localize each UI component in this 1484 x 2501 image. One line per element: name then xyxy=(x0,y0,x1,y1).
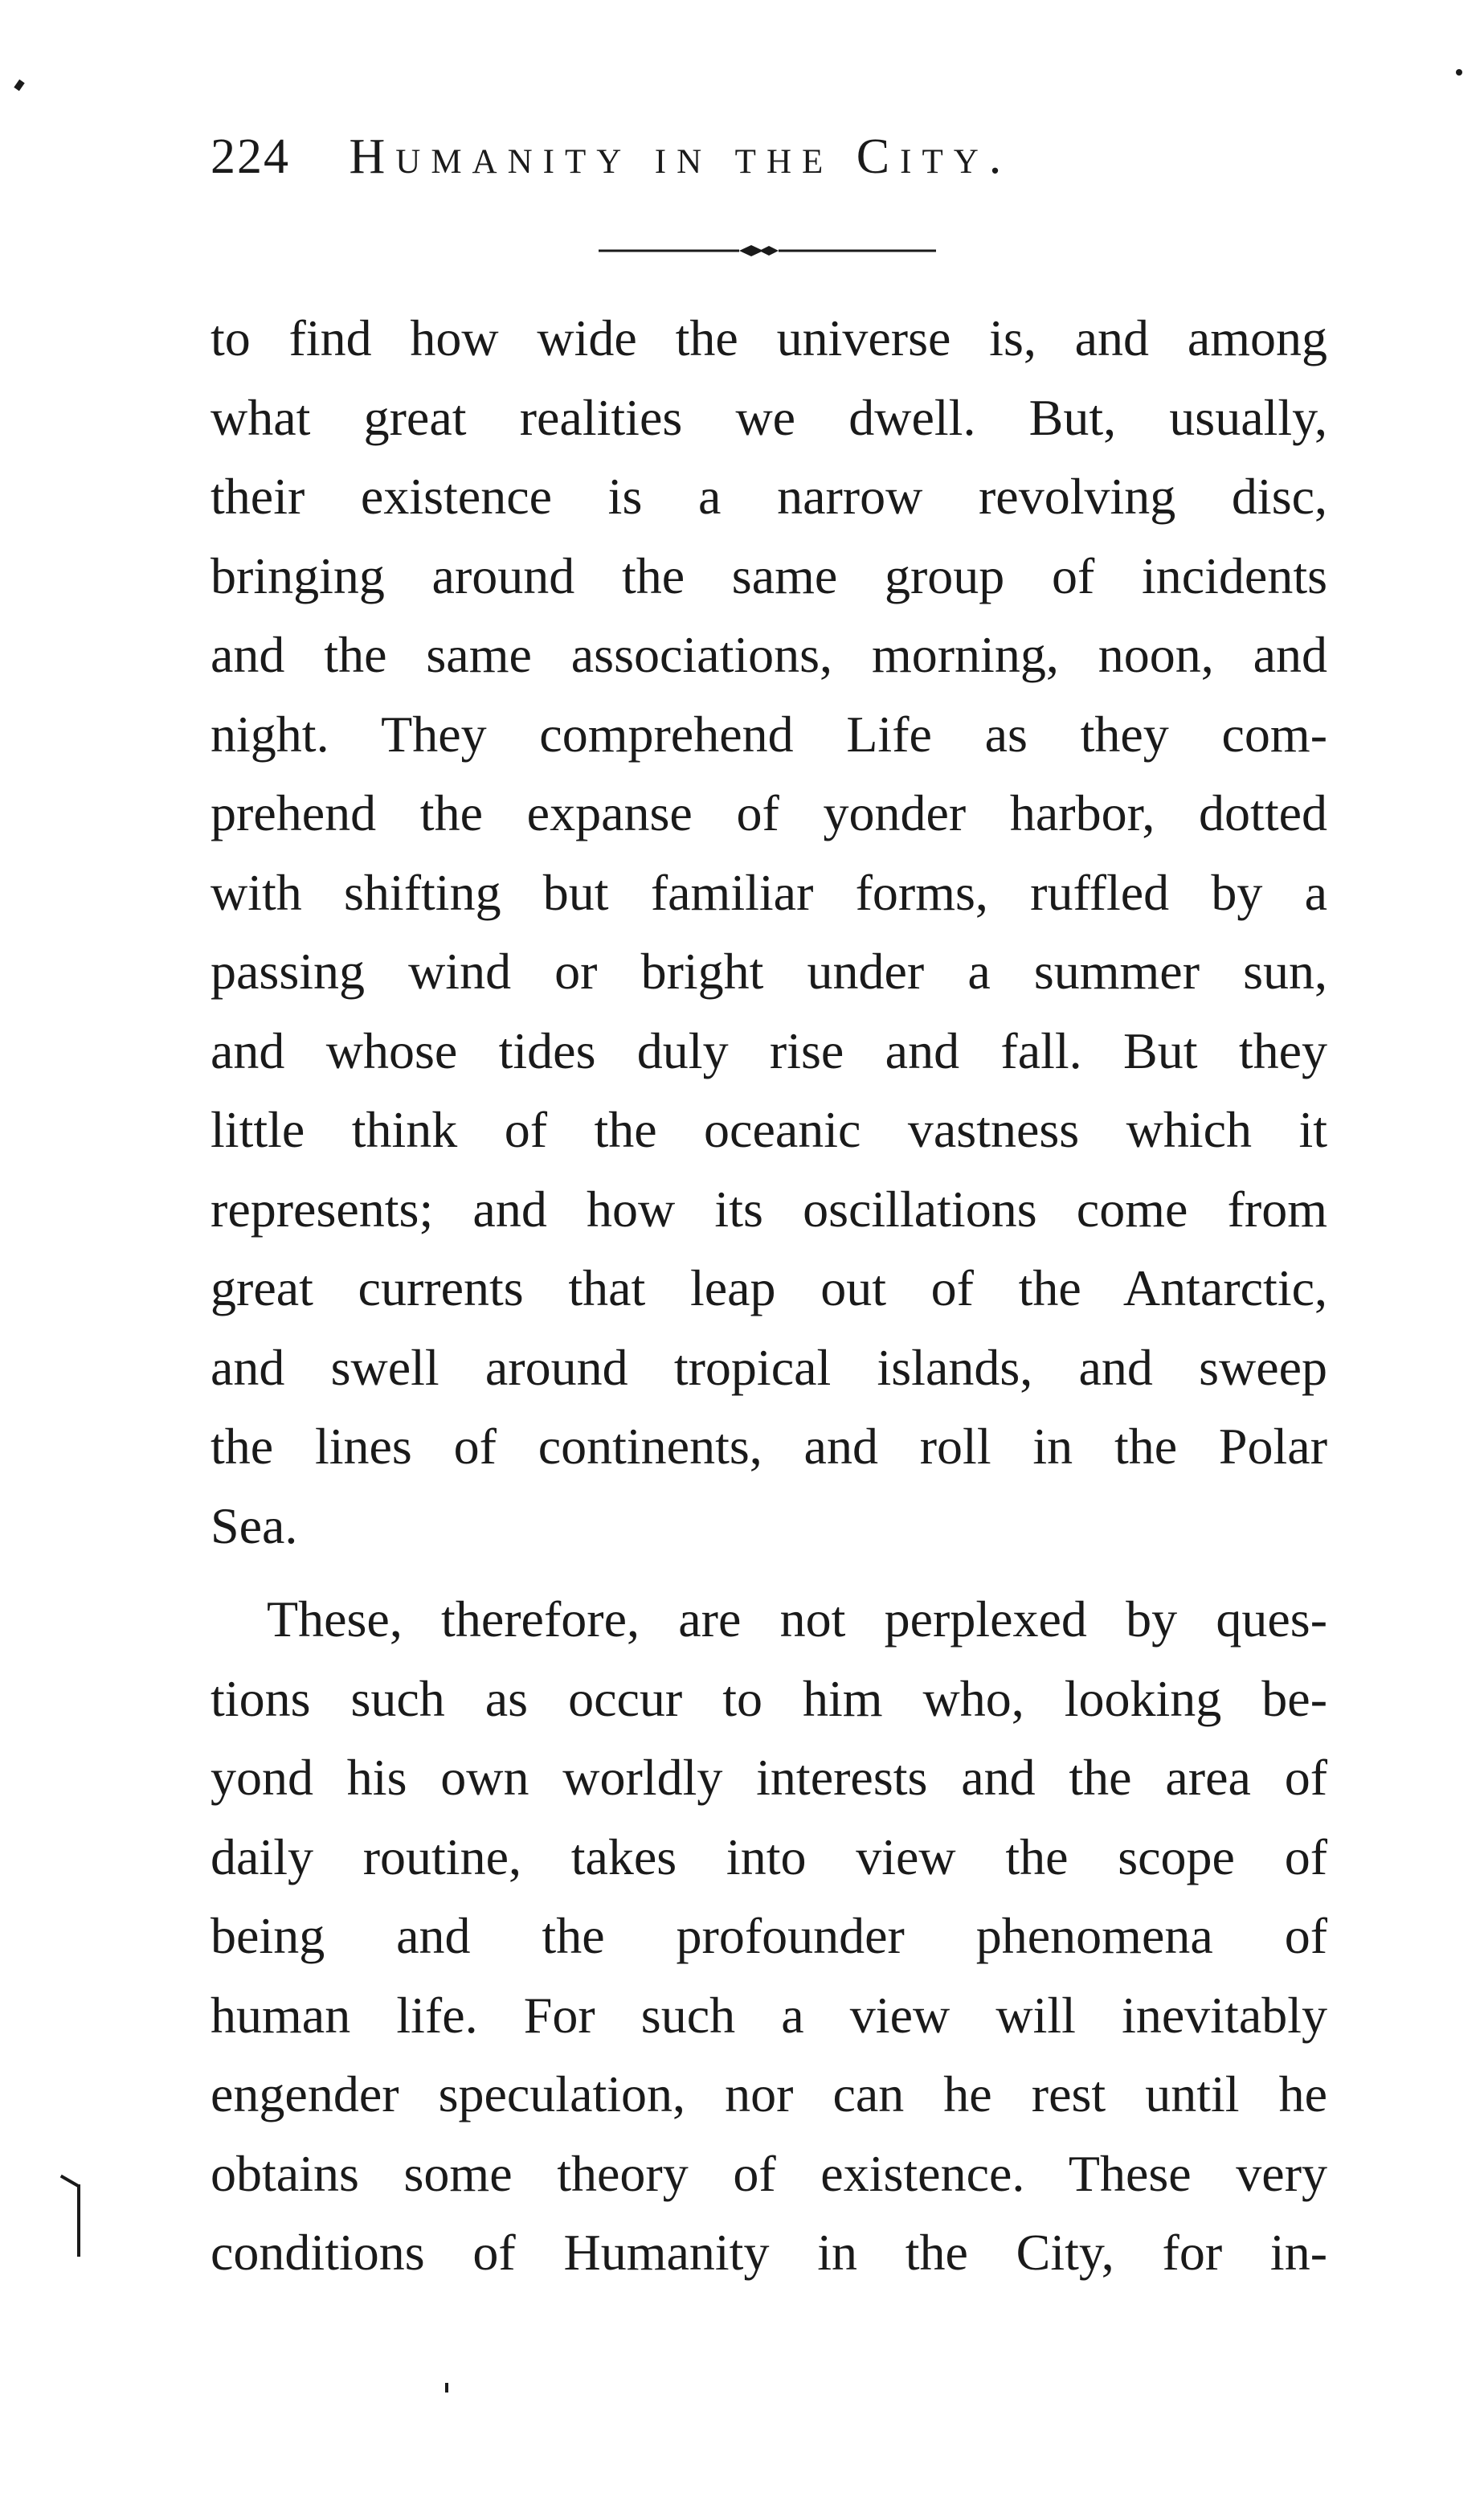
text-line: night. They comprehend Life as they com- xyxy=(211,705,1327,763)
text-line: obtains some theory of existence. These very xyxy=(211,2144,1327,2202)
text-line: to find how wide the universe is, and among xyxy=(211,309,1327,366)
text-line: and swell around tropical islands, and sweep xyxy=(211,1338,1327,1396)
text-line: and whose tides duly rise and fall. But they xyxy=(211,1021,1327,1079)
ink-speck xyxy=(1456,69,1462,76)
text-line: tions such as occur to him who, looking be- xyxy=(211,1669,1327,1727)
text-line: and the same associations, morning, noon, and xyxy=(211,626,1327,683)
text-line: the lines of continents, and roll in the Polar xyxy=(211,1418,1327,1475)
text-line: great currents that leap out of the Antarctic, xyxy=(211,1259,1327,1316)
text-line: engender speculation, nor can he rest until he xyxy=(211,2065,1327,2122)
text-line: daily routine, takes into view the scope of xyxy=(211,1828,1327,1885)
text-line: yond his own worldly interests and the area of xyxy=(211,1749,1327,1806)
paragraph-gap xyxy=(211,1566,1327,1580)
paragraph-1 xyxy=(211,299,1327,1566)
text-line: with shifting but familiar forms, ruffled by a xyxy=(211,863,1327,921)
margin-bracket-mark xyxy=(60,2175,80,2188)
ornamental-rule xyxy=(599,241,936,260)
text-line: their existence is a narrow revolving disc, xyxy=(211,468,1327,525)
text-line: what great realities we dwell. But, usually, xyxy=(211,388,1327,446)
text-line: human life. For such a view will inevitably xyxy=(211,1986,1327,2044)
text-line: Sea. xyxy=(211,1496,298,1554)
running-header xyxy=(211,129,1335,201)
text-line: being and the profounder phenomena of xyxy=(211,1907,1327,1964)
running-title: Humanity in the City. xyxy=(349,129,1012,184)
text-line: passing wind or bright under a summer sun, xyxy=(211,943,1327,1000)
page-number: 224 xyxy=(211,129,290,184)
text-line: conditions of Humanity in the City, for in- xyxy=(211,2224,1327,2281)
ink-speck xyxy=(14,80,24,91)
ink-speck xyxy=(445,2383,448,2393)
text-line: represents; and how its oscillations come from xyxy=(211,1180,1327,1238)
text-line: little think of the oceanic vastness which it xyxy=(211,1101,1327,1158)
text-line: These, therefore, are not perplexed by ques- xyxy=(267,1590,1327,1648)
text-line: prehend the expanse of yonder harbor, dotted xyxy=(211,784,1327,841)
text-line: bringing around the same group of incidents xyxy=(211,546,1327,604)
margin-bracket-mark xyxy=(77,2184,80,2257)
body-text xyxy=(211,299,1327,2293)
paragraph-2 xyxy=(211,1580,1327,2293)
